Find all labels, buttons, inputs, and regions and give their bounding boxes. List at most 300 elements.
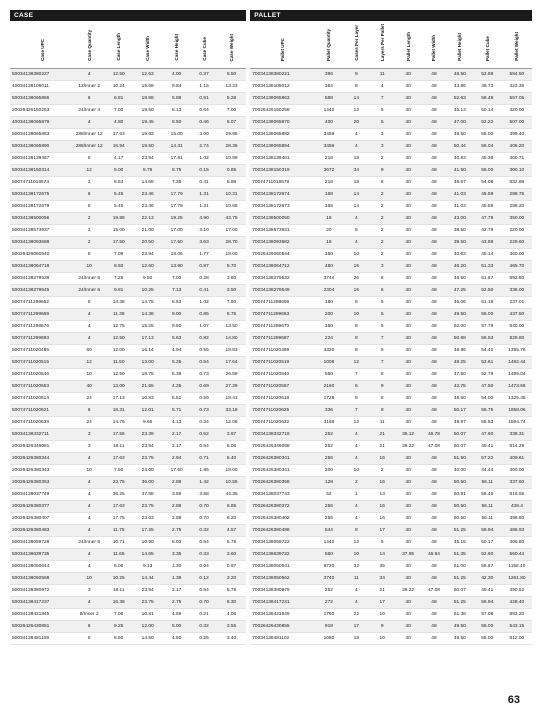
case-upc-cell: 20026426380377 [10,501,74,513]
table-cell: 4.06 [217,609,246,621]
table-cell: 10 [343,465,369,477]
table-cell: 16 [369,513,395,525]
table-cell: 28.70 [217,237,246,249]
pallet-upc-cell: 70026426380358 [250,477,314,489]
table-cell: 3.56 [162,489,191,501]
table-cell: 180 [314,297,343,309]
case-column-header [104,21,133,69]
table-cell: 5.78 [217,585,246,597]
table-cell: 200 [314,309,343,321]
table-cell: 49.97 [447,417,473,429]
table-cell: 2 [74,213,104,225]
pallet-column-header-label: Pallet Cube [484,35,490,61]
table-cell: 40 [395,141,421,153]
table-cell: 40 [395,465,421,477]
table-cell: 48 [421,321,447,333]
table-cell: 50.07 [447,585,473,597]
table-cell: 4 [74,597,104,609]
table-cell: 53.89 [473,69,502,81]
table-cell: 405.20 [502,141,532,153]
table-cell: 3 [369,129,395,141]
table-cell: 0.55 [191,345,217,357]
table-cell: 6 [74,633,104,645]
table-cell: 40 [395,81,421,93]
table-cell: 40 [395,597,421,609]
table-cell: 2 [343,477,369,489]
table-cell: 0.41 [191,177,217,189]
table-row [10,621,532,633]
table-cell: 4 [343,429,369,441]
table-cell: 17.13 [133,333,162,345]
table-cell: 57.78 [473,321,502,333]
table-cell: 16 [314,213,343,225]
table-cell: 18.11 [104,441,133,453]
pallet-upc-cell: 70034138573931 [250,225,314,237]
table-cell: 12.00 [104,345,133,357]
pallet-upc-cell: 70026426380341 [250,465,314,477]
table-cell: 17.64 [217,357,246,369]
table-cell: 3 [74,441,104,453]
table-cell: 0.70 [191,513,217,525]
table-cell: 17.79 [162,201,191,213]
pallet-upc-cell: 70074711299670 [250,321,314,333]
table-cell: 1156.40 [502,561,532,573]
table-cell: 4 [343,141,369,153]
pallet-upc-cell: 70074711020557 [250,381,314,393]
pallet-upc-cell: 70026426346088 [250,441,314,453]
table-cell: 40 [395,261,421,273]
table-cell: 18 [343,633,369,645]
table-cell: 4 [74,561,104,573]
table-cell: 46.20 [447,261,473,273]
table-cell: 40 [395,189,421,201]
table-cell: 256 [314,453,343,465]
table-cell: 616.55 [502,489,532,501]
table-cell: 5.45 [104,201,133,213]
table-cell: 18 [343,153,369,165]
pallet-upc-cell: 70074711299663 [250,309,314,321]
table-cell: 46.78 [421,429,447,441]
table-cell: 4 [74,513,104,525]
table-cell: 50.50 [447,477,473,489]
table-cell: 50.50 [447,501,473,513]
table-cell: 45.36 [473,153,502,165]
table-cell: 26.59 [217,369,246,381]
table-cell: 59.94 [473,525,502,537]
table-cell: 3 [74,585,104,597]
table-cell: 48.60 [447,393,473,405]
table-cell: 9 [369,381,395,393]
table-cell: 40 [395,393,421,405]
table-cell: 12.50 [104,369,133,381]
table-cell: 8.03 [162,537,191,549]
case-column-header [191,21,217,69]
table-cell: 2 [74,177,104,189]
table-cell: 47.00 [447,117,473,129]
table-cell: 18.41 [217,393,246,405]
table-cell: 8 [343,81,369,93]
table-cell: 47.25 [447,285,473,297]
table-cell: 3.35 [162,549,191,561]
table-cell: 490.52 [502,585,532,597]
table-cell: 2.17 [162,585,191,597]
table-cell: 53.61 [473,357,502,369]
table-row [10,81,532,93]
table-cell: 9 [343,393,369,405]
table-cell: 588 [314,93,343,105]
table-cell: 23.75 [104,477,133,489]
table-cell: 10 [74,573,104,585]
table-cell: 22 [343,609,369,621]
pallet-upc-cell: 70034138139461 [250,153,314,165]
table-cell: 49.50 [447,309,473,321]
pallet-upc-cell: 70034138059722 [250,537,314,549]
case-upc-cell: 50034138059728 [10,537,74,549]
table-cell: 252 [314,429,343,441]
table-cell: 6.50 [104,633,133,645]
table-cell: 14.50 [133,633,162,645]
table-cell: 2.75 [162,597,191,609]
table-cell: 2.74 [191,141,217,153]
table-cell: 2304 [314,285,343,297]
table-cell: 17.25 [133,525,162,537]
table-row [10,345,532,357]
table-cell: 0.54 [191,357,217,369]
table-cell: 8 [369,369,395,381]
table-cell: 6.88 [162,93,191,105]
table-cell: 17.50 [162,237,191,249]
table-row [10,417,532,429]
table-cell: 52.50 [473,285,502,297]
table-cell: 42.75 [447,381,473,393]
table-cell: 45.13 [447,105,473,117]
table-cell: 7.25 [104,273,133,285]
case-upc-cell: 50034138639735 [10,549,74,561]
table-cell: 4 [343,129,369,141]
table-cell: 2.88 [162,513,191,525]
table-cell: 51.50 [447,453,473,465]
table-cell: 56.11 [473,477,502,489]
table-cell: 51.18 [473,297,502,309]
table-cell: 272 [314,597,343,609]
case-upc-cell: 50034138417237 [10,597,74,609]
table-cell: 168 [314,201,343,213]
table-row [10,189,532,201]
table-cell: 48 [421,225,447,237]
table-cell: 28.35 [217,141,246,153]
table-cell: 337.60 [502,477,532,489]
table-cell: 0.87 [191,261,217,273]
table-cell: 40 [395,153,421,165]
table-cell: 7.35 [162,177,191,189]
table-cell: 48 [421,525,447,537]
table-cell: 41.50 [447,165,473,177]
table-cell: 18.83 [217,345,246,357]
table-cell: 0.54 [191,441,217,453]
case-upc-cell: 50034138172679 [10,201,74,213]
table-cell: 540.00 [502,321,532,333]
table-cell: 39.50 [447,237,473,249]
table-cell: 2 [369,465,395,477]
table-cell: 336.00 [502,285,532,297]
table-cell: 56.94 [473,597,502,609]
table-row [10,177,532,189]
table-row [10,165,532,177]
table-cell: 52 [314,489,343,501]
table-row [10,369,532,381]
table-cell: 0.85 [217,165,246,177]
table-cell: 48 [421,453,447,465]
pallet-upc-cell: 70074711020632 [250,417,314,429]
table-cell: 9.84 [162,81,191,93]
table-cell: 40 [395,633,421,645]
case-upc-cell: 40034138106011 [10,81,74,93]
table-cell: 48 [421,249,447,261]
table-cell: 51.35 [447,549,473,561]
table-cell: 1440 [314,105,343,117]
table-cell: 0.37 [191,69,217,81]
table-row [10,153,532,165]
table-cell: 14.38 [104,297,133,309]
case-upc-cell: 40034138065879 [10,117,74,129]
case-column-header [217,21,246,69]
table-cell: 19.69 [133,81,162,93]
table-cell: 160 [314,249,343,261]
pallet-upc-cell: 70026426060544 [250,249,314,261]
table-cell: 0.51 [191,93,217,105]
table-cell: 7 [369,333,395,345]
table-cell: 40 [395,561,421,573]
case-upc-cell: 50034138139467 [10,153,74,165]
table-cell: 584.50 [502,69,532,81]
table-cell: 400 [314,117,343,129]
table-cell: 18.00 [217,249,246,261]
table-cell: 336 [314,405,343,417]
table-row [10,321,532,333]
table-cell: 19.63 [133,129,162,141]
table-cell: 10 [74,465,104,477]
table-cell: 14.68 [133,177,162,189]
table-cell: 1.42 [191,477,217,489]
table-cell: 2 [74,225,104,237]
pallet-upc-cell: 70034138172673 [250,201,314,213]
table-cell: 23.75 [133,597,162,609]
pallet-column-header [369,21,395,69]
case-upc-cell: 20026426380344 [10,453,74,465]
page-number: 63 [507,694,520,706]
table-cell: 8.75 [162,165,191,177]
table-row [10,273,532,285]
table-cell: 14.65 [133,549,162,561]
table-cell: 13 [369,489,395,501]
case-upc-cell: 20026426380407 [10,513,74,525]
table-cell: 56.11 [473,501,502,513]
table-cell: 0.15 [191,165,217,177]
table-cell: 40 [395,249,421,261]
table-cell: 16 [343,285,369,297]
case-column-header-label: Case Weight [229,33,235,61]
table-cell: 41.03 [447,201,473,213]
table-cell: 4 [343,513,369,525]
table-cell: 12.75 [104,321,133,333]
table-cell: 420.00 [502,105,532,117]
table-cell: 3.80 [217,273,246,285]
table-row [10,213,532,225]
table-row [10,309,532,321]
table-cell: 4 [74,333,104,345]
pallet-upc-cell: 70026426430855 [250,621,314,633]
dimensions-table [10,10,532,645]
table-cell: 128 [314,477,343,489]
table-cell: 48 [421,489,447,501]
pallet-upc-cell: 70034138500050 [250,213,314,225]
table-cell: 10.55 [217,477,246,489]
table-cell: 0.52 [191,429,217,441]
pallet-upc-cell: 70074711020618 [250,393,314,405]
table-cell: 6 [369,285,395,297]
table-cell: 1261.80 [502,573,532,585]
table-cell: 40 [395,573,421,585]
table-cell: 0.32 [191,525,217,537]
table-cell: 42.30 [473,573,502,585]
table-cell: 1473.66 [502,381,532,393]
table-cell: 6 [343,381,369,393]
table-cell: 8 [343,321,369,333]
table-cell: 47.60 [473,429,502,441]
table-cell: 48 [421,261,447,273]
table-cell: 40 [395,621,421,633]
table-cell: 5.07 [217,117,246,129]
table-cell: 3456 [314,141,343,153]
table-cell: 48 [421,153,447,165]
table-cell: 15.00 [104,225,133,237]
table-cell: 6.85 [217,501,246,513]
table-cell: 4 [343,597,369,609]
pallet-column-header-label: Layers Per Pallet [379,23,385,61]
table-cell: 54.08 [473,177,502,189]
column-header-row [10,21,532,69]
case-column-header-label: Case Width [145,36,151,61]
table-cell: 460.71 [502,153,532,165]
table-cell: 11 [343,573,369,585]
table-cell: 14 [343,93,369,105]
table-cell: 1.85 [191,465,217,477]
table-cell: 3740 [314,573,343,585]
table-cell: 4.25 [162,381,191,393]
table-cell: 19.50 [133,105,162,117]
table-cell: 51.00 [447,561,473,573]
table-cell: 0.64 [191,105,217,117]
table-cell: 465.70 [502,261,532,273]
table-cell: 4 [343,585,369,597]
table-cell: 16 [369,477,395,489]
table-cell: 3.97 [217,429,246,441]
table-row [10,573,532,585]
pallet-upc-cell: 70026426380372 [250,501,314,513]
table-cell: 50.17 [447,405,473,417]
table-cell: 3.50 [217,285,246,297]
table-cell: 24 [74,417,104,429]
case-upc-cell: 20026426380353 [10,477,74,489]
table-cell: 6720 [314,561,343,573]
table-cell: 4 [343,441,369,453]
table-cell: 10.24 [104,81,133,93]
table-cell: 40 [395,525,421,537]
table-cell: 2.88 [162,477,191,489]
table-cell: 21.65 [133,381,162,393]
table-row [10,501,532,513]
table-row [10,129,532,141]
table-cell: 40.00 [447,465,473,477]
table-cell: 40 [395,117,421,129]
pallet-column-header-label: Pallet Height [457,33,463,61]
table-cell: 7.00 [217,105,246,117]
table-cell: 17.00 [217,225,246,237]
table-cell: 4.80 [104,117,133,129]
table-cell: 12 [74,357,104,369]
table-cell: 300.10 [502,165,532,177]
table-cell: 24.00 [133,465,162,477]
table-cell: 2 [369,189,395,201]
table-cell: 3744 [314,273,343,285]
table-cell: 17.00 [162,225,191,237]
table-cell: 27.29 [217,381,246,393]
table-cell: 48 [421,609,447,621]
pallet-column-header [343,21,369,69]
case-upc-cell: 50034138093688 [10,237,74,249]
table-cell: 612.00 [502,633,532,645]
table-cell: 1008 [314,357,343,369]
table-cell: 1325.45 [502,393,532,405]
pallet-column-header [395,21,421,69]
table-cell: 46.50 [447,273,473,285]
pallet-upc-cell: 70034138093682 [250,237,314,249]
pallet-column-header-label: Pallet Length [405,32,411,61]
table-cell: 48 [421,141,447,153]
table-cell: 42.78 [473,225,502,237]
pallet-upc-cell: 70074711020489 [250,345,314,357]
pallet-upc-cell: 70034138380979 [250,585,314,597]
table-cell: 6.81 [104,93,133,105]
table-cell: 252 [314,585,343,597]
table-cell: 2.17 [162,429,191,441]
table-cell: 9 [369,345,395,357]
table-row [10,381,532,393]
case-upc-cell: 20026426346081 [10,441,74,453]
pallet-column-header [250,21,314,69]
table-cell: 6.25 [162,357,191,369]
table-cell: 16 [314,237,343,249]
case-upc-cell: 20026426380343 [10,465,74,477]
table-cell: 4 [343,213,369,225]
table-cell: 18.00 [217,465,246,477]
table-cell: 17.50 [162,465,191,477]
table-cell: 15.25 [133,321,162,333]
table-cell: 12 [343,417,369,429]
case-upc-cell: 50034138065890 [10,141,74,153]
table-cell: 543.15 [502,621,532,633]
section-header-row [10,10,532,21]
pallet-column-header [447,21,473,69]
table-cell: 46.64 [421,549,447,561]
pallet-upc-cell: 70034138050562 [250,573,314,585]
table-cell: 1440 [314,537,343,549]
table-cell: 20 [343,117,369,129]
table-row [10,549,532,561]
table-cell: 55.00 [473,633,502,645]
table-cell: 6 [74,93,104,105]
table-cell: 47.50 [447,369,473,381]
